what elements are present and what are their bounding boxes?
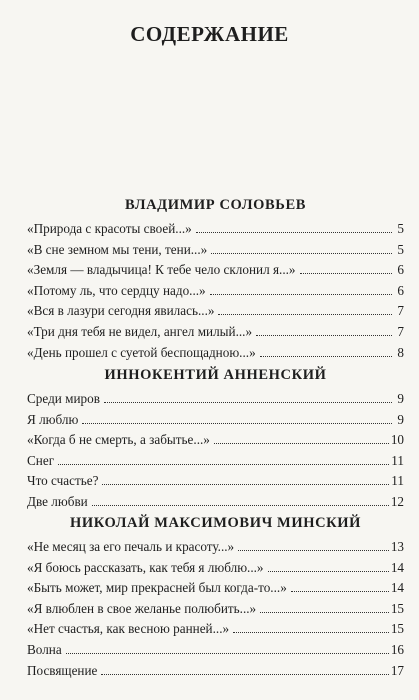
toc-entry-page: 9 xyxy=(397,391,404,406)
toc-entry[interactable] xyxy=(27,240,404,261)
page-title: СОДЕРЖАНИЕ xyxy=(130,22,289,46)
toc-entry[interactable] xyxy=(27,410,404,431)
toc-entry-title: Посвящение xyxy=(27,662,98,678)
dot-leader xyxy=(211,253,392,254)
toc-entry-page: 9 xyxy=(397,411,404,427)
toc-entry-page: 14 xyxy=(390,580,404,596)
toc-entry-title: Две любви xyxy=(27,493,88,509)
toc-entry-title: «Природа с красоты своей...» xyxy=(27,221,192,236)
toc-entry[interactable] xyxy=(27,301,404,322)
toc-entry[interactable] xyxy=(27,492,404,513)
dot-leader xyxy=(260,612,389,613)
toc-entry-page: 13 xyxy=(390,539,404,554)
toc-section-minsky xyxy=(27,513,404,681)
dot-leader xyxy=(300,273,392,274)
toc-entry-title: «Не месяц за его печаль и красоту...» xyxy=(27,539,235,554)
toc-entry-page: 14 xyxy=(390,559,404,575)
toc-entry[interactable] xyxy=(27,260,404,281)
toc-entry-title: «Быть может, мир прекрасней был когда-то...» xyxy=(27,580,287,596)
toc-entry[interactable] xyxy=(27,661,404,682)
dot-leader xyxy=(218,314,392,315)
dot-leader xyxy=(58,464,389,465)
toc-entry[interactable] xyxy=(27,537,404,558)
toc-entry-page: 5 xyxy=(397,241,404,257)
toc-entry-page: 6 xyxy=(397,262,404,278)
toc-entry-title: Я люблю xyxy=(27,411,79,427)
toc-entry-page: 5 xyxy=(397,221,404,236)
dot-leader xyxy=(101,674,388,675)
toc-entry-page: 7 xyxy=(397,303,404,319)
toc-entry[interactable] xyxy=(27,558,404,579)
toc-entry-title: Что счастье? xyxy=(27,473,99,489)
toc-entry-page: 15 xyxy=(390,600,404,616)
dot-leader xyxy=(214,443,389,444)
toc-entry[interactable] xyxy=(27,281,404,302)
toc-entry-title: «В сне земном мы тени, тени...» xyxy=(27,241,208,257)
toc-entry[interactable] xyxy=(27,619,404,640)
toc-entry-title: «Три дня тебя не видел, ангел милый...» xyxy=(27,323,253,339)
toc-entry-page: 12 xyxy=(390,493,404,509)
section-author-heading: НИКОЛАЙ МАКСИМОВИЧ МИНСКИЙ xyxy=(69,515,362,531)
toc-section-solovyov xyxy=(27,195,404,363)
toc-entry-title: «Когда б не смерть, а забытье...» xyxy=(27,432,210,448)
toc-entry-page: 11 xyxy=(391,473,404,489)
dot-leader xyxy=(66,653,389,654)
toc-entry[interactable] xyxy=(27,471,404,492)
toc-entry[interactable] xyxy=(27,599,404,620)
toc-entry[interactable] xyxy=(27,451,404,472)
toc-entry-page: 10 xyxy=(390,432,404,448)
toc-entry-page: 6 xyxy=(397,282,404,298)
dot-leader xyxy=(233,632,389,633)
section-author-heading: ИННОКЕНТИЙ АННЕНСКИЙ xyxy=(104,367,327,383)
dot-leader xyxy=(92,505,389,506)
toc-entry-title: «Земля — владычица! К тебе чело склонил я...» xyxy=(27,262,296,278)
dot-leader xyxy=(260,356,392,357)
toc-entry[interactable] xyxy=(27,219,404,240)
toc-entry-page: 11 xyxy=(391,452,404,468)
toc-entry[interactable] xyxy=(27,389,404,410)
toc-entry[interactable] xyxy=(27,640,404,661)
dot-leader xyxy=(268,571,389,572)
toc-entry-title: «Потому ль, что сердцу надо...» xyxy=(27,282,206,298)
toc-entry[interactable] xyxy=(27,343,404,364)
dot-leader xyxy=(291,591,389,592)
toc-entry[interactable] xyxy=(27,322,404,343)
toc-entry-title: Волна xyxy=(27,641,62,657)
dot-leader xyxy=(238,550,389,551)
dot-leader xyxy=(102,484,389,485)
toc-entry-title: «День прошел с суетой беспощадною...» xyxy=(27,344,256,360)
toc-entry-title: «Вся в лазури сегодня явилась...» xyxy=(27,303,215,319)
toc-entry-page: 7 xyxy=(397,323,404,339)
toc-section-annensky xyxy=(27,365,404,513)
toc-entry-page: 8 xyxy=(397,344,404,360)
dot-leader xyxy=(256,335,392,336)
toc-entry-title: «Я боюсь рассказать, как тебя я люблю...» xyxy=(27,559,264,575)
toc-entry-page: 17 xyxy=(390,662,404,678)
toc-entry-title: Снег xyxy=(27,452,55,468)
toc-entry-title: Среди миров xyxy=(27,391,100,406)
toc-entry-page: 15 xyxy=(390,621,404,637)
toc-entry-title: «Нет счастья, как весною ранней...» xyxy=(27,621,230,637)
dot-leader xyxy=(104,402,392,403)
toc-entry-page: 16 xyxy=(390,641,404,657)
dot-leader xyxy=(196,232,392,233)
toc-entry[interactable] xyxy=(27,578,404,599)
toc-entry-title: «Я влюблен в свое желанье полюбить...» xyxy=(27,600,257,616)
toc-entry[interactable] xyxy=(27,430,404,451)
dot-leader xyxy=(210,294,392,295)
dot-leader xyxy=(82,423,392,424)
section-author-heading: ВЛАДИМИР СОЛОВЬЕВ xyxy=(124,197,306,213)
